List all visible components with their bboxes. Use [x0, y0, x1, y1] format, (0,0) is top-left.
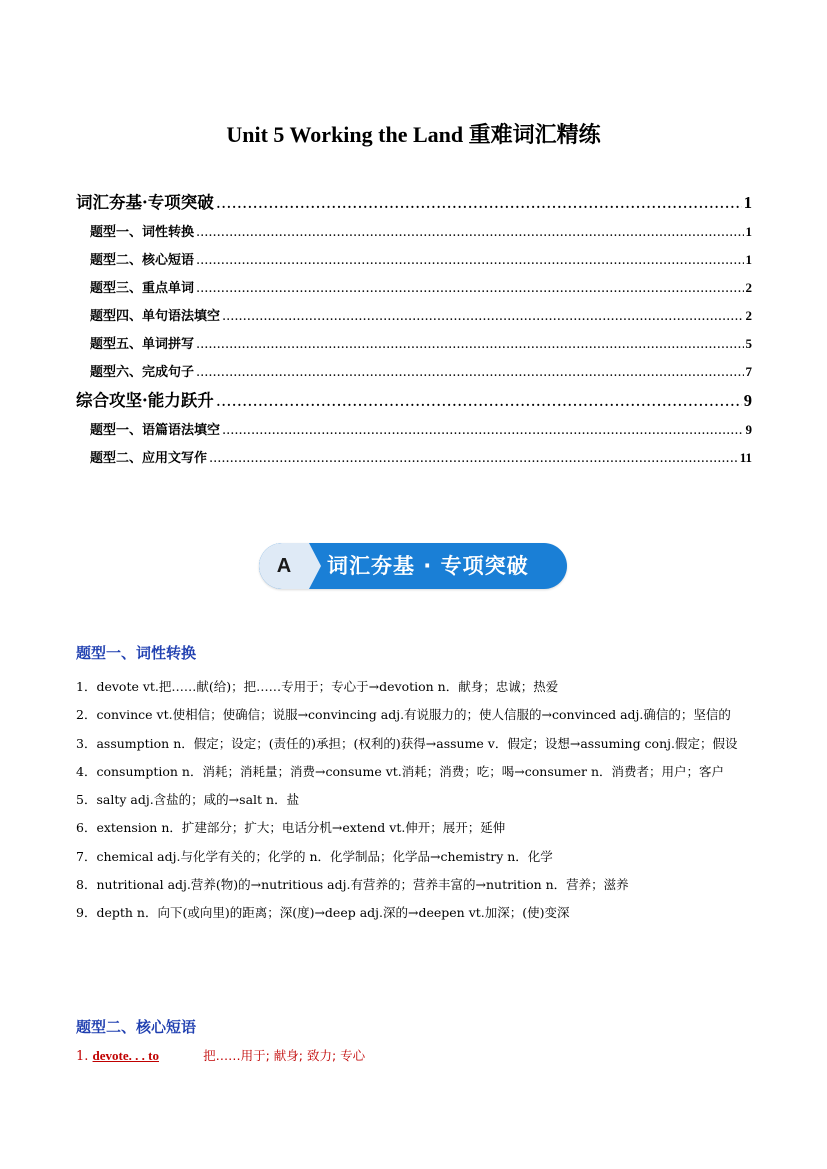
toc-entry-page: 1: [745, 224, 752, 239]
list-item: 6．extension n．扩建部分；扩大；电话分机→extend vt.伸开；展开；延伸: [76, 820, 506, 836]
toc-entry-label: 题型一、词性转换: [90, 225, 195, 240]
banner-text: 词汇夯基 · 专项突破: [327, 554, 529, 578]
list-item: 9．depth n．向下(或向里)的距离；深(度)→deep adj.深的→deepen vt.加深；(使)变深: [76, 905, 570, 921]
toc-leader-dots: [216, 386, 742, 416]
phrase-term: devote. . . to: [92, 1048, 159, 1063]
toc-entry-label: 题型一、语篇语法填空: [90, 423, 221, 438]
toc-entry[interactable]: [76, 246, 752, 274]
list-item: 2．convince vt.使相信；使确信；说服→convincing adj.有说服力的；使人信服的→convinced adj.确信的；坚信的: [76, 707, 731, 723]
toc-leader-dots: [196, 219, 743, 247]
toc-entry[interactable]: [76, 358, 752, 386]
page-title: Unit 5 Working the Land 重难词汇精练: [226, 122, 601, 147]
section2-heading: 题型二、核心短语: [76, 1018, 197, 1036]
toc-entry-page: 5: [745, 336, 752, 351]
toc-entry[interactable]: [76, 416, 752, 444]
toc-entry-page: 9: [743, 391, 752, 410]
toc-entry[interactable]: [76, 274, 752, 302]
toc-entry-page: 11: [739, 450, 752, 465]
toc-entry-page: 7: [745, 364, 752, 379]
toc-leader-dots: [222, 303, 743, 331]
toc-leader-dots: [216, 188, 742, 218]
toc-entry-label: 词汇夯基·专项突破: [76, 193, 214, 212]
list-item: 3．assumption n．假定；设定；(责任的)承担；(权利的)获得→assume v．假定；设想→assuming conj.假定；假设: [76, 735, 738, 751]
list-item: 4．consumption n．消耗；消耗量；消费→consume vt.消耗；消费；吃；喝→consumer n．消费者；用户；客户: [76, 763, 725, 779]
toc-entry-label: 题型六、完成句子: [90, 365, 195, 380]
toc-leader-dots: [209, 445, 738, 473]
toc-entry-page: 1: [745, 252, 752, 267]
toc-entry-label: 综合攻坚·能力跃升: [76, 391, 214, 410]
toc-entry-page: 9: [745, 422, 752, 437]
toc-leader-dots: [222, 417, 743, 445]
toc-entry-page: 2: [745, 280, 752, 295]
banner-letter: A: [259, 543, 309, 589]
toc-entry[interactable]: [76, 386, 752, 416]
phrase-number: 1.: [76, 1049, 89, 1064]
phrase-meaning: 把……用于; 献身; 致力; 专心: [203, 1048, 366, 1063]
toc-entry-page: 1: [743, 193, 752, 212]
toc-entry-label: 题型二、应用文写作: [90, 451, 208, 466]
list-item: 8．nutritional adj.营养(物)的→nutritious adj.有营养的；营养丰富的→nutrition n．营养；滋养: [76, 877, 629, 893]
toc-leader-dots: [196, 331, 743, 359]
toc-entry[interactable]: [76, 330, 752, 358]
toc-entry-label: 题型五、单词拼写: [90, 337, 195, 352]
toc-entry-label: 题型三、重点单词: [90, 281, 195, 296]
table-of-contents: [76, 188, 752, 472]
list-item: 5．salty adj.含盐的；咸的→salt n．盐: [76, 792, 300, 808]
list-item: 1．devote vt.把……献(给)；把……专用于；专心于→devotion n．献身；忠诚；热爱: [76, 679, 559, 694]
toc-entry-label: 题型二、核心短语: [90, 253, 195, 268]
section1-heading: 题型一、词性转换: [76, 644, 197, 662]
toc-entry-label: 题型四、单句语法填空: [90, 309, 221, 324]
toc-entry[interactable]: [76, 218, 752, 246]
toc-leader-dots: [196, 275, 743, 303]
list-item: 7．chemical adj.与化学有关的；化学的 n．化学制品；化学品→chemistry n．化学: [76, 848, 553, 864]
toc-leader-dots: [196, 359, 743, 387]
toc-entry[interactable]: [76, 444, 752, 472]
toc-entry-page: 2: [745, 308, 752, 323]
toc-leader-dots: [196, 247, 743, 275]
word-conversion-list: [76, 673, 754, 928]
toc-entry[interactable]: [76, 188, 752, 218]
toc-entry[interactable]: [76, 302, 752, 330]
section-banner: [259, 543, 567, 589]
phrase-item: [76, 1046, 365, 1064]
